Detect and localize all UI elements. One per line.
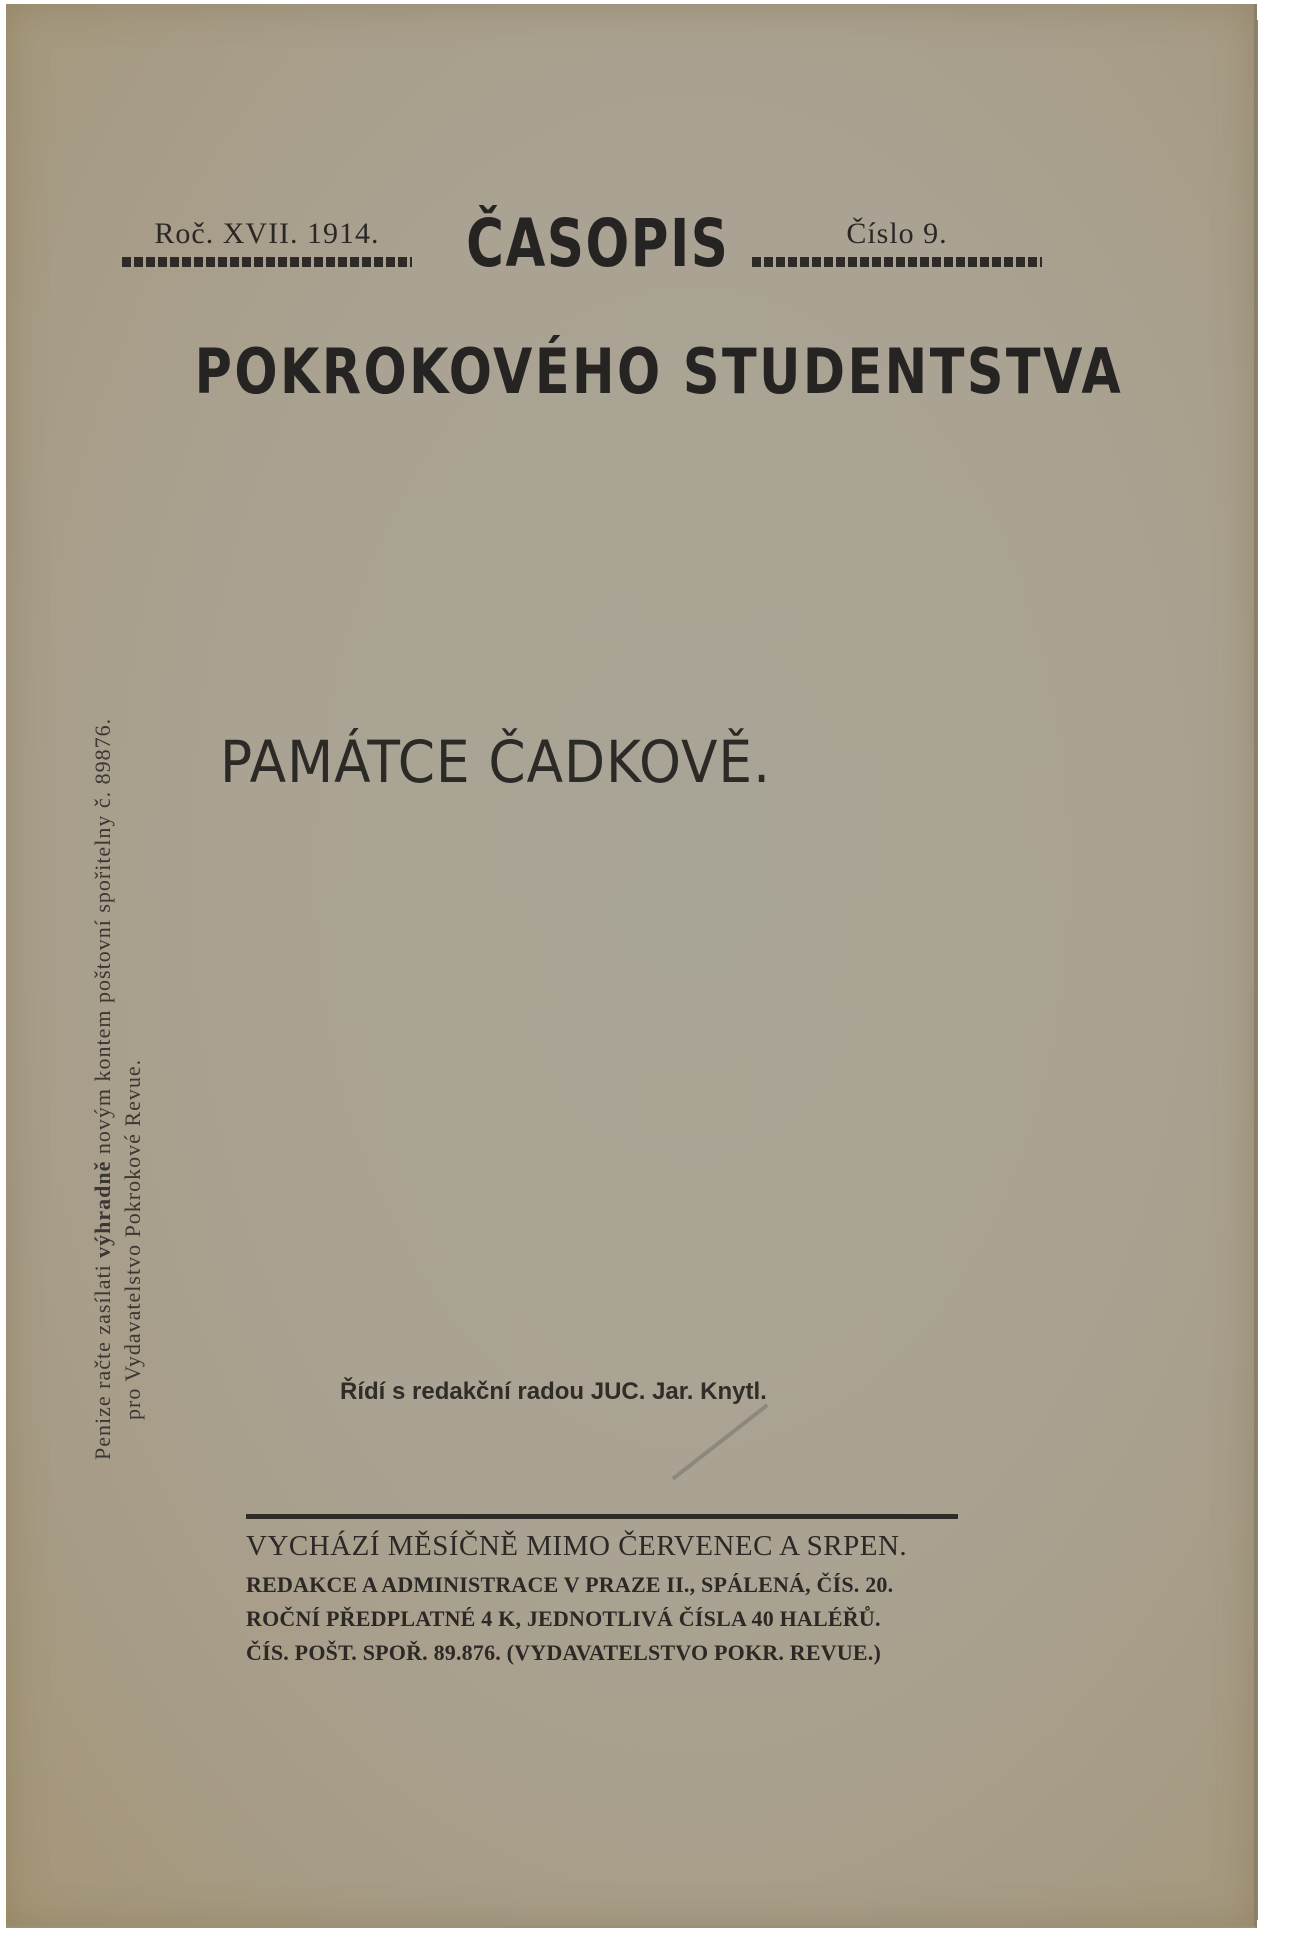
volume-year-label: Roč. XVII. 1914. xyxy=(154,217,380,250)
masthead xyxy=(112,205,1042,295)
masthead-subtitle: POKROKOVÉHO STUDENTSTVA xyxy=(194,335,1124,408)
footer-rule xyxy=(246,1514,958,1519)
payment-note-line-2: pro Vydavatelstvo Pokrokové Revue. xyxy=(120,1058,145,1420)
right-dash-rule xyxy=(752,257,1042,267)
publication-info-line-3: ROČNÍ PŘEDPLATNÉ 4 K, JEDNOTLIVÁ ČÍSLA 40 HALÉŘŮ. xyxy=(246,1606,881,1631)
publication-info-line-1: VYCHÁZÍ MĚSÍČNĚ MIMO ČERVENEC A SRPEN. xyxy=(246,1530,908,1562)
masthead-title: ČASOPIS xyxy=(466,205,730,282)
publication-info-line-2: REDAKCE A ADMINISTRACE V PRAZE II., SPÁLENÁ, ČÍS. 20. xyxy=(246,1572,894,1597)
issue-headline: PAMÁTCE ČADKOVĚ. xyxy=(220,728,771,796)
publication-info-line-4: ČÍS. POŠT. SPOŘ. 89.876. (VYDAVATELSTVO POKR. REVUE.) xyxy=(246,1640,882,1665)
left-dash-rule xyxy=(122,257,412,267)
issue-number xyxy=(752,217,1042,267)
editor-credit: Řídí s redakční radou JUC. Jar. Knytl. xyxy=(340,1378,767,1405)
publication-info xyxy=(246,1530,976,1674)
vertical-payment-note xyxy=(88,560,148,1460)
issue-number-label: Číslo 9. xyxy=(846,217,948,250)
volume-year xyxy=(122,217,412,267)
payment-note-line-1: Penize račte zasílati výhradně novým kontem poštovní spořitelny č. 89876. xyxy=(90,717,115,1460)
